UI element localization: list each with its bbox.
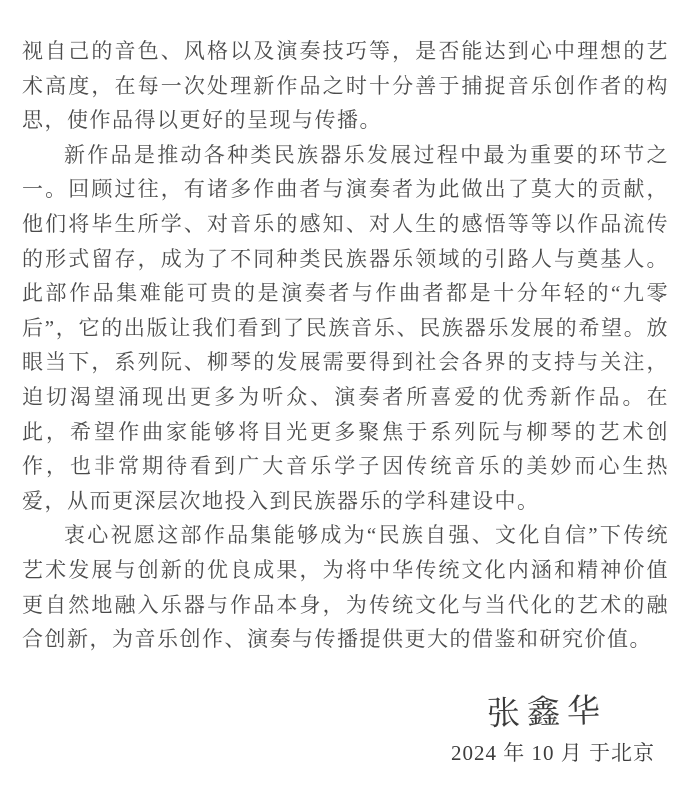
signature-date: 2024 年 10 月 于北京 bbox=[451, 740, 655, 765]
author-signature: 张鑫华 bbox=[486, 693, 608, 733]
preface-paragraph-continuation: 视自己的音色、风格以及演奏技巧等，是否能达到心中理想的艺术高度，在每一次处理新作品之时十分善于捕捉音乐创作者的构思，使作品得以更好的呈现与传播。 bbox=[22, 39, 669, 133]
signature-block bbox=[22, 695, 669, 766]
preface-body bbox=[22, 34, 669, 657]
preface-paragraph: 衷心祝愿这部作品集能够成为“民族自强、文化自信”下传统艺术发展与创新的优良成果，为将中华传统文化内涵和精神价值更自然地融入乐器与作品本身，为传统文化与当代化的艺术的融合创新，为音乐创作、演奏与传播提供更大的借鉴和研究价值。 bbox=[22, 523, 669, 652]
preface-paragraph: 新作品是推动各种类民族器乐发展过程中最为重要的环节之一。回顾过往，有诸多作曲者与演奏者为此做出了莫大的贡献，他们将毕生所学、对音乐的感知、对人生的感悟等等以作品流传的形式留存，成为了不同种类民族器乐领域的引路人与奠基人。此部作品集难能可贵的是演奏者与作曲者都是十分年轻的“九零后”，它的出版让我们看到了民族音乐、民族器乐发展的希望。放眼当下，系列阮、柳琴的发展需要得到社会各界的支持与关注，迫切渴望涌现出更多为听众、演奏者所喜爱的优秀新作品。在此，希望作曲家能够将目光更多聚焦于系列阮与柳琴的艺术创作，也非常期待看到广大音乐学子因传统音乐的美妙而心生热爱，从而更深层次地投入到民族器乐的学科建设中。 bbox=[22, 142, 669, 513]
